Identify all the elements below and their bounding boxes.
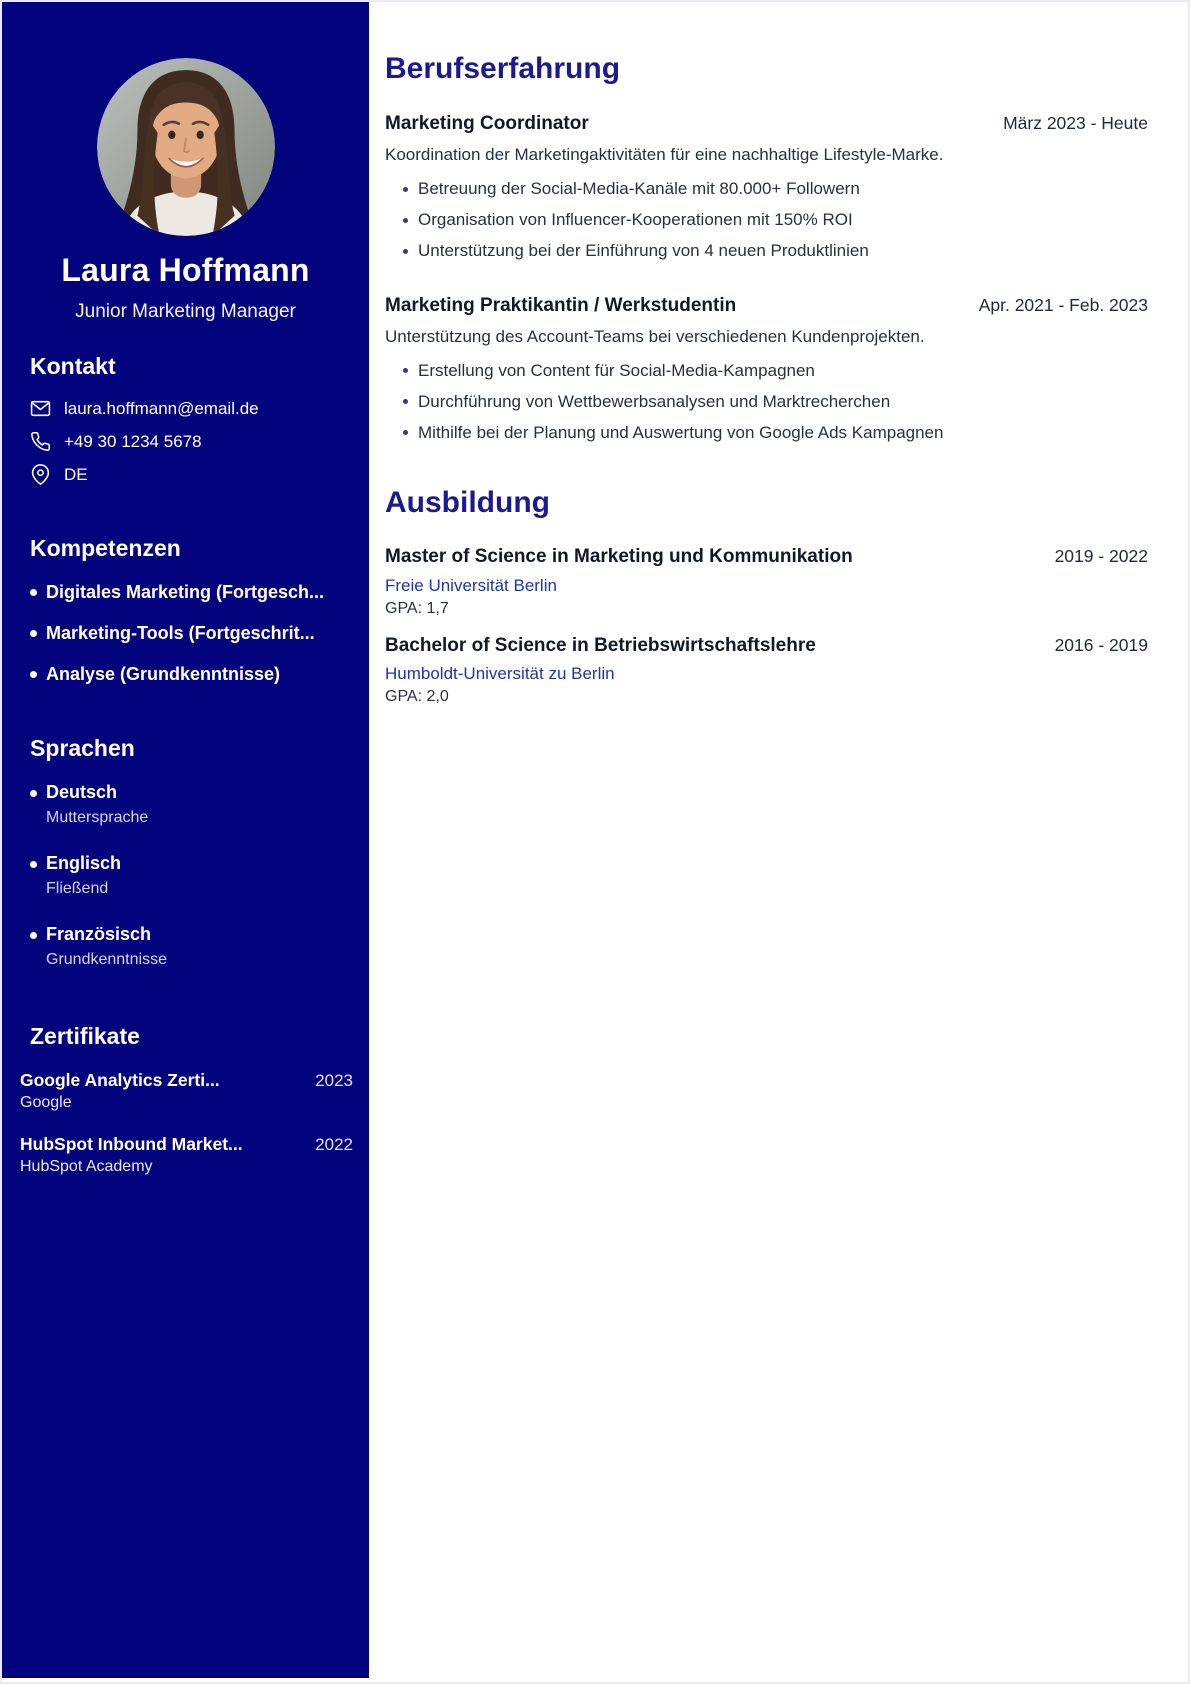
job-title: Marketing Coordinator (385, 113, 589, 134)
school-name: Humboldt-Universität zu Berlin (385, 664, 615, 684)
job-summary: Koordination der Marketingaktivitäten für eine nachhaltige Lifestyle-Marke. (385, 145, 944, 164)
language-level: Muttersprache (46, 809, 149, 826)
job-bullet: Durchführung von Wettbewerbsanalysen und Marktrecherchen (385, 386, 1148, 417)
gpa-value: GPA: 2,0 (385, 688, 449, 706)
job-bullet: Erstellung von Content für Social-Media-Kampagnen (385, 355, 1148, 386)
language-name: Englisch (46, 853, 122, 873)
job-bullet: Organisation von Influencer-Kooperationen mit 150% ROI (385, 205, 1148, 236)
job-bullet-list (385, 355, 1148, 448)
email-icon (30, 398, 51, 419)
sidebar (2, 2, 369, 1678)
profile-photo-illustration (97, 58, 275, 236)
skill-item: Marketing-Tools (Fortgeschrit... (2, 623, 369, 644)
certificate-item (2, 1070, 369, 1112)
skill-item: Analyse (Grundkenntnisse) (2, 664, 369, 685)
person-role: Junior Marketing Manager (75, 301, 296, 322)
job-dates: Apr. 2021 - Feb. 2023 (978, 294, 1148, 315)
job-summary: Unterstützung des Account-Teams bei verschiedenen Kundenprojekten. (385, 326, 925, 346)
education-dates: 2019 - 2022 (1054, 546, 1148, 566)
language-item (2, 782, 369, 827)
job-bullet: Unterstützung bei der Einführung von 4 neuen Produktlinien (385, 236, 1148, 267)
skills-heading: Kompetenzen (30, 535, 181, 561)
contact-email-row (2, 398, 369, 419)
education-dates: 2016 - 2019 (1054, 634, 1148, 655)
person-name: Laura Hoffmann (61, 252, 310, 288)
location-icon (30, 464, 51, 485)
language-name: Französisch (46, 924, 152, 944)
gpa-value: GPA: 1,7 (385, 599, 449, 617)
language-item (2, 853, 369, 898)
skills-list (2, 582, 369, 685)
certificates-list (2, 1070, 369, 1176)
contact-phone-row (2, 431, 369, 452)
education-heading: Ausbildung (385, 486, 550, 519)
certificate-year: 2023 (315, 1071, 353, 1090)
education-entry (385, 634, 1148, 707)
degree-title: Bachelor of Science in Betriebswirtschaftslehre (385, 634, 816, 656)
job-bullet: Betreuung der Social-Media-Kanäle mit 80.000+ Followern (385, 174, 1148, 205)
main-content (369, 2, 1188, 1682)
job-entry (385, 113, 1148, 267)
contact-email-value: laura.hoffmann@email.de (64, 398, 259, 418)
job-entry (385, 295, 1148, 449)
languages-list (2, 782, 369, 969)
job-title: Marketing Praktikantin / Werkstudentin (385, 294, 737, 316)
skill-item: Digitales Marketing (Fortgesch... (2, 582, 369, 603)
certificate-item (2, 1134, 369, 1176)
certificate-name: Google Analytics Zerti... (20, 1070, 220, 1090)
language-name: Deutsch (46, 782, 118, 802)
certificate-name: HubSpot Inbound Market... (20, 1134, 243, 1154)
language-level: Fließend (46, 880, 109, 897)
certificates-heading: Zertifikate (30, 1023, 140, 1049)
language-item (2, 924, 369, 969)
certificate-issuer: HubSpot Academy (20, 1158, 153, 1175)
phone-icon (30, 431, 51, 452)
languages-heading: Sprachen (30, 735, 135, 761)
contact-location-row (2, 464, 369, 485)
education-entry (385, 545, 1148, 618)
school-name: Freie Universität Berlin (385, 575, 557, 595)
contact-phone-value: +49 30 1234 5678 (64, 431, 202, 451)
avatar (97, 58, 275, 236)
degree-title: Master of Science in Marketing und Kommunikation (385, 546, 853, 567)
certificate-issuer: Google (20, 1094, 72, 1111)
contact-list (2, 398, 369, 485)
job-bullet: Mithilfe bei der Planung und Auswertung von Google Ads Kampagnen (385, 417, 1148, 448)
certificate-year: 2022 (315, 1135, 353, 1154)
job-dates: März 2023 - Heute (1003, 113, 1148, 133)
experience-heading: Berufserfahrung (385, 52, 621, 85)
contact-heading: Kontakt (30, 353, 116, 379)
contact-location-value: DE (64, 464, 88, 484)
job-bullet-list (385, 174, 1148, 267)
language-level: Grundkenntnisse (46, 951, 167, 968)
